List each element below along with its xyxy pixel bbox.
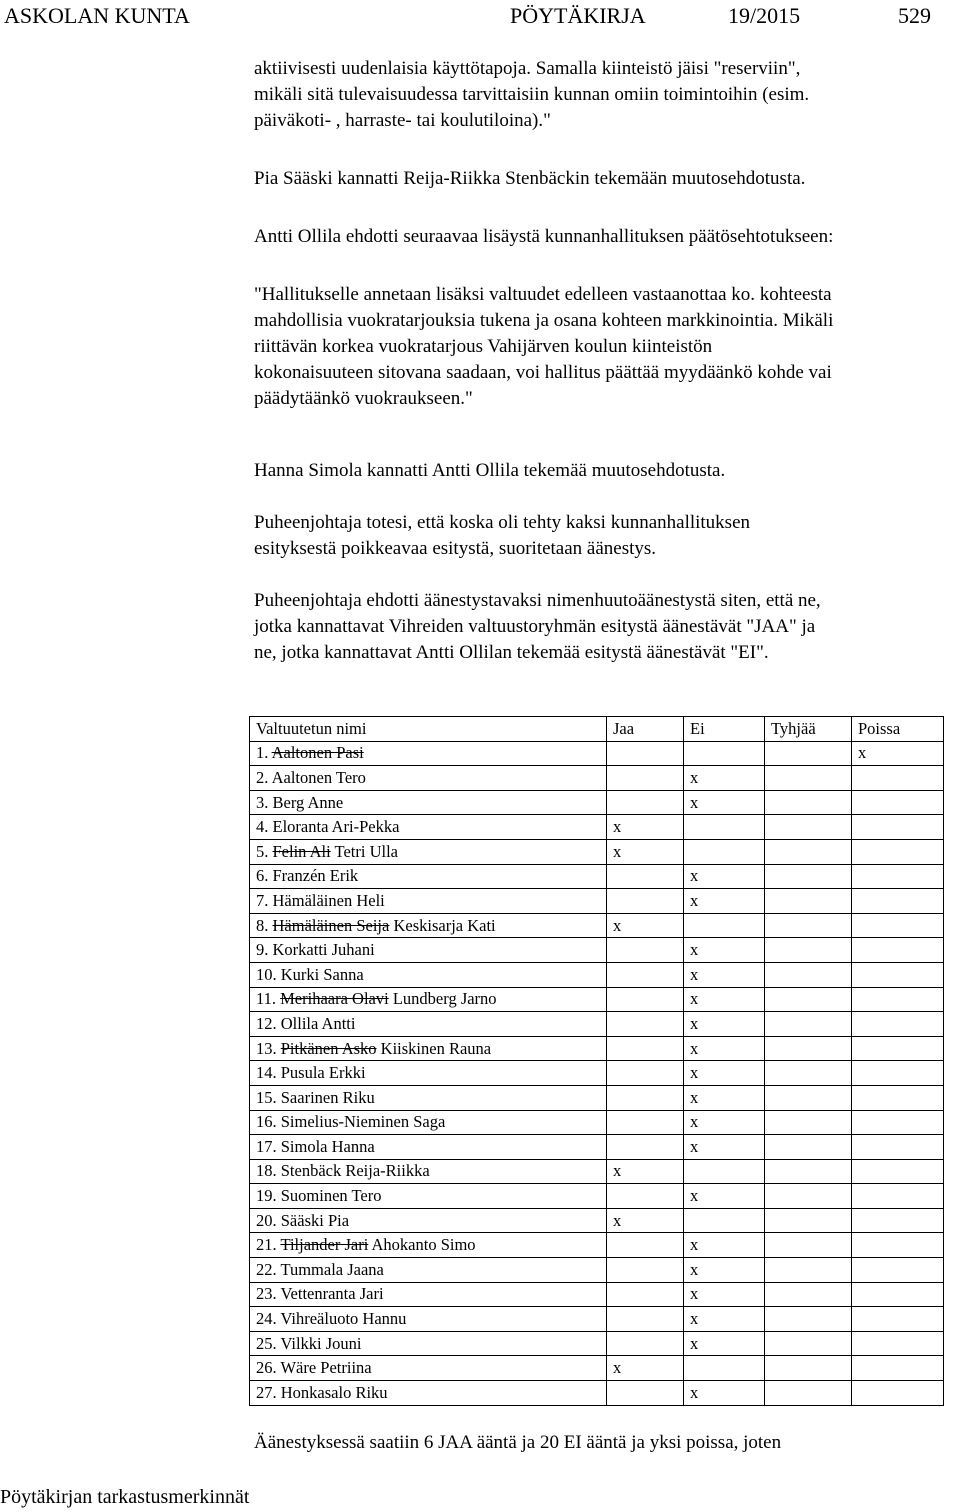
body-line: mikäli sitä tulevaisuudessa tarvittaisiin kunnan omiin toimintoihin (esim. [254, 84, 810, 105]
row-number: 19. [256, 1186, 277, 1206]
councillor-name-cell [250, 1282, 607, 1307]
row-number: 11. [256, 989, 277, 1009]
struck-name: Hämäläinen Seija [272, 915, 390, 935]
table-row [250, 1135, 944, 1160]
vote-ei: x [684, 1012, 765, 1037]
councillor-name-cell [250, 864, 607, 889]
vote-tyhjaa [765, 1184, 852, 1209]
row-number: 14. [256, 1063, 277, 1083]
vote-ei [684, 1208, 765, 1233]
councillor-name-cell [250, 1110, 607, 1135]
vote-summary: Äänestyksessä saatiin 6 JAA ääntä ja 20 EI ääntä ja yksi poissa, joten [254, 1432, 782, 1453]
vote-ei: x [684, 1061, 765, 1086]
row-number: 23. [256, 1284, 277, 1304]
vote-ei: x [684, 864, 765, 889]
table-row [250, 1307, 944, 1332]
vote-poissa [852, 1233, 944, 1258]
councillor-name: Pusula Erkki [280, 1063, 366, 1083]
vote-ei: x [684, 1036, 765, 1061]
vote-poissa [852, 1135, 944, 1160]
vote-tyhjaa [765, 1233, 852, 1258]
councillor-name: Suominen Tero [280, 1186, 382, 1206]
struck-name: Aaltonen Pasi [271, 743, 364, 763]
councillor-name-cell [250, 1085, 607, 1110]
vote-tyhjaa [765, 864, 852, 889]
row-number: 26. [256, 1358, 277, 1378]
row-number: 5. [256, 841, 269, 861]
councillor-name-cell [250, 1258, 607, 1283]
body-line: Pia Sääski kannatti Reija-Riikka Stenbäckin tekemään muutosehdotusta. [254, 168, 806, 189]
vote-poissa [852, 1282, 944, 1307]
vote-poissa [852, 766, 944, 791]
vote-poissa [852, 1356, 944, 1381]
vote-tyhjaa [765, 815, 852, 840]
minutes-body [254, 56, 959, 666]
struck-name: Tiljander Jari [280, 1235, 369, 1255]
vote-tyhjaa [765, 1208, 852, 1233]
vote-ei: x [684, 1184, 765, 1209]
vote-ei: x [684, 790, 765, 815]
councillor-name-cell [250, 1061, 607, 1086]
table-row [250, 1085, 944, 1110]
vote-poissa [852, 864, 944, 889]
councillor-name: Honkasalo Riku [280, 1382, 388, 1402]
row-number: 1. [256, 743, 269, 763]
councillor-name: Simola Hanna [280, 1136, 375, 1156]
vote-jaa [607, 1012, 684, 1037]
vote-jaa [607, 987, 684, 1012]
vote-poissa [852, 889, 944, 914]
vote-jaa: x [607, 815, 684, 840]
councillor-name: Vilkki Jouni [280, 1333, 362, 1353]
vote-tyhjaa [765, 741, 852, 766]
table-row [250, 938, 944, 963]
vote-poissa [852, 1085, 944, 1110]
councillor-name-cell [250, 1159, 607, 1184]
table-row [250, 1208, 944, 1233]
vote-jaa: x [607, 1208, 684, 1233]
vote-jaa [607, 1110, 684, 1135]
body-line: Antti Ollila ehdotti seuraavaa lisäystä kunnanhallituksen päätösehtotukseen: [254, 226, 834, 247]
councillor-name: Aaltonen Tero [271, 767, 366, 787]
councillor-name: Keskisarja Kati [393, 915, 496, 935]
vote-tyhjaa [765, 1381, 852, 1406]
table-row [250, 741, 944, 766]
councillor-name: Wäre Petriina [280, 1358, 372, 1378]
vote-ei: x [684, 1110, 765, 1135]
vote-ei: x [684, 1381, 765, 1406]
row-number: 22. [256, 1259, 277, 1279]
document-number: 19/2015 [728, 3, 801, 28]
vote-poissa [852, 1331, 944, 1356]
header-name: Valtuutetun nimi [250, 717, 607, 742]
councillor-name: Tummala Jaana [280, 1259, 384, 1279]
councillor-name: Ahokanto Simo [371, 1235, 476, 1255]
body-line: ne, jotka kannattavat Antti Ollilan tekemää esitystä äänestävät "EI". [254, 642, 769, 663]
table-row [250, 962, 944, 987]
councillor-name: Berg Anne [272, 792, 344, 812]
vote-jaa [607, 741, 684, 766]
table-row [250, 790, 944, 815]
vote-poissa [852, 962, 944, 987]
councillor-name: Sääski Pia [280, 1210, 350, 1230]
vote-poissa: x [852, 741, 944, 766]
row-number: 21. [256, 1235, 277, 1255]
vote-jaa [607, 1307, 684, 1332]
vote-poissa [852, 1258, 944, 1283]
vote-jaa [607, 1233, 684, 1258]
body-line: Puheenjohtaja ehdotti äänestystavaksi nimenhuutoäänestystä siten, että ne, [254, 590, 821, 611]
vote-jaa [607, 962, 684, 987]
vote-tyhjaa [765, 913, 852, 938]
councillor-name: Franzén Erik [272, 866, 359, 886]
vote-ei [684, 815, 765, 840]
document-type: PÖYTÄKIRJA [510, 3, 646, 28]
vote-tyhjaa [765, 1085, 852, 1110]
vote-poissa [852, 790, 944, 815]
vote-ei [684, 839, 765, 864]
vote-jaa [607, 790, 684, 815]
table-row [250, 839, 944, 864]
vote-poissa [852, 1381, 944, 1406]
councillor-name-cell [250, 1012, 607, 1037]
vote-tyhjaa [765, 1159, 852, 1184]
vote-jaa: x [607, 1159, 684, 1184]
table-row [250, 1233, 944, 1258]
vote-ei [684, 741, 765, 766]
vote-ei: x [684, 1085, 765, 1110]
vote-tyhjaa [765, 1282, 852, 1307]
vote-jaa [607, 1258, 684, 1283]
councillor-name-cell [250, 1356, 607, 1381]
row-number: 4. [256, 817, 269, 837]
vote-jaa [607, 1061, 684, 1086]
vote-tyhjaa [765, 1012, 852, 1037]
body-line: esityksestä poikkeavaa esitystä, suoritetaan äänestys. [254, 538, 657, 559]
vote-poissa [852, 839, 944, 864]
body-line: päädytäänkö vuokraukseen." [254, 388, 473, 409]
vote-tyhjaa [765, 839, 852, 864]
councillor-name-cell [250, 839, 607, 864]
councillor-name-cell [250, 1381, 607, 1406]
table-row [250, 1159, 944, 1184]
vote-tyhjaa [765, 987, 852, 1012]
vote-ei [684, 913, 765, 938]
row-number: 18. [256, 1161, 277, 1181]
vote-table [249, 716, 944, 1406]
vote-ei: x [684, 889, 765, 914]
row-number: 8. [256, 915, 269, 935]
councillor-name: Hämäläinen Heli [272, 890, 385, 910]
councillor-name: Simelius-Nieminen Saga [280, 1112, 446, 1132]
table-row [250, 815, 944, 840]
table-row [250, 1331, 944, 1356]
vote-ei: x [684, 1282, 765, 1307]
body-line: "Hallitukselle annetaan lisäksi valtuudet edelleen vastaanottaa ko. kohteesta [254, 284, 832, 305]
row-number: 13. [256, 1038, 277, 1058]
table-row [250, 1282, 944, 1307]
page-number: 529 [898, 3, 931, 28]
councillor-name: Vihreäluoto Hannu [280, 1309, 407, 1329]
row-number: 27. [256, 1382, 277, 1402]
councillor-name: Kurki Sanna [280, 964, 364, 984]
table-row [250, 1110, 944, 1135]
vote-jaa: x [607, 1356, 684, 1381]
table-row [250, 1258, 944, 1283]
vote-ei: x [684, 1233, 765, 1258]
councillor-name: Ollila Antti [280, 1013, 356, 1033]
councillor-name-cell [250, 790, 607, 815]
vote-jaa [607, 938, 684, 963]
vote-ei: x [684, 1258, 765, 1283]
table-row [250, 766, 944, 791]
vote-ei: x [684, 987, 765, 1012]
councillor-name: Lundberg Jarno [392, 989, 497, 1009]
body-line: jotka kannattavat Vihreiden valtuustoryhmän esitystä äänestävät "JAA" ja [254, 616, 816, 637]
councillor-name-cell [250, 1135, 607, 1160]
vote-tyhjaa [765, 1307, 852, 1332]
councillor-name-cell [250, 1307, 607, 1332]
vote-jaa [607, 1036, 684, 1061]
row-number: 15. [256, 1087, 277, 1107]
vote-jaa [607, 766, 684, 791]
vote-ei: x [684, 1135, 765, 1160]
vote-jaa: x [607, 913, 684, 938]
vote-ei: x [684, 1307, 765, 1332]
row-number: 3. [256, 792, 269, 812]
councillor-name-cell [250, 987, 607, 1012]
councillor-name: Saarinen Riku [280, 1087, 375, 1107]
councillor-name: Kiiskinen Rauna [380, 1038, 492, 1058]
vote-poissa [852, 913, 944, 938]
vote-poissa [852, 1110, 944, 1135]
table-row [250, 1036, 944, 1061]
vote-poissa [852, 1208, 944, 1233]
header-poissa: Poissa [852, 717, 944, 742]
vote-poissa [852, 1307, 944, 1332]
vote-poissa [852, 1036, 944, 1061]
councillor-name-cell [250, 913, 607, 938]
vote-poissa [852, 987, 944, 1012]
row-number: 25. [256, 1333, 277, 1353]
organization-name: ASKOLAN KUNTA [4, 3, 190, 28]
councillor-name-cell [250, 766, 607, 791]
row-number: 20. [256, 1210, 277, 1230]
vote-tyhjaa [765, 1061, 852, 1086]
vote-jaa [607, 889, 684, 914]
councillor-name-cell [250, 889, 607, 914]
vote-jaa [607, 1135, 684, 1160]
vote-ei [684, 1356, 765, 1381]
vote-tyhjaa [765, 962, 852, 987]
vote-jaa [607, 864, 684, 889]
row-number: 9. [256, 940, 269, 960]
body-line: Puheenjohtaja totesi, että koska oli tehty kaksi kunnanhallituksen [254, 512, 751, 533]
table-row [250, 1184, 944, 1209]
row-number: 12. [256, 1013, 277, 1033]
councillor-name-cell [250, 815, 607, 840]
vote-ei: x [684, 938, 765, 963]
vote-jaa [607, 1282, 684, 1307]
vote-poissa [852, 1184, 944, 1209]
vote-table-header [250, 717, 944, 742]
row-number: 6. [256, 866, 269, 886]
row-number: 17. [256, 1136, 277, 1156]
header-tyhjaa: Tyhjää [765, 717, 852, 742]
councillor-name-cell [250, 1208, 607, 1233]
vote-jaa [607, 1184, 684, 1209]
vote-tyhjaa [765, 1110, 852, 1135]
councillor-name-cell [250, 1184, 607, 1209]
vote-poissa [852, 1012, 944, 1037]
vote-poissa [852, 938, 944, 963]
councillor-name-cell [250, 1233, 607, 1258]
struck-name: Merihaara Olavi [280, 989, 389, 1009]
table-row [250, 987, 944, 1012]
row-number: 7. [256, 890, 269, 910]
row-number: 2. [256, 767, 269, 787]
body-line: Hanna Simola kannatti Antti Ollila tekemää muutosehdotusta. [254, 460, 726, 481]
vote-jaa: x [607, 839, 684, 864]
header-jaa: Jaa [607, 717, 684, 742]
vote-ei [684, 1159, 765, 1184]
body-line: kokonaisuuteen sitovana saadaan, voi hallitus päättää myydäänkö kohde vai [254, 362, 832, 383]
table-row [250, 864, 944, 889]
vote-tyhjaa [765, 1258, 852, 1283]
vote-tyhjaa [765, 1036, 852, 1061]
councillor-name-cell [250, 1036, 607, 1061]
vote-tyhjaa [765, 790, 852, 815]
councillor-name: Eloranta Ari-Pekka [272, 817, 400, 837]
body-line: mahdollisia vuokratarjouksia tukena ja osana kohteen markkinointia. Mikäli [254, 310, 834, 331]
councillor-name-cell [250, 938, 607, 963]
vote-ei: x [684, 1331, 765, 1356]
councillor-name: Korkatti Juhani [272, 940, 375, 960]
header-ei: Ei [684, 717, 765, 742]
row-number: 16. [256, 1112, 277, 1132]
struck-name: Pitkänen Asko [280, 1038, 377, 1058]
table-row [250, 1381, 944, 1406]
page-header [0, 0, 960, 32]
vote-tyhjaa [765, 766, 852, 791]
councillor-name: Tetri Ulla [334, 841, 398, 861]
councillor-name-cell [250, 1331, 607, 1356]
vote-tyhjaa [765, 1356, 852, 1381]
councillor-name-cell [250, 962, 607, 987]
body-line: riittävän korkea vuokratarjous Vahijärven koulun kiinteistön [254, 336, 713, 357]
vote-poissa [852, 1061, 944, 1086]
struck-name: Felin Ali [272, 841, 331, 861]
table-row [250, 1061, 944, 1086]
vote-jaa [607, 1085, 684, 1110]
councillor-name: Vettenranta Jari [280, 1284, 384, 1304]
councillor-name-cell [250, 741, 607, 766]
councillor-name: Stenbäck Reija-Riikka [280, 1161, 430, 1181]
vote-poissa [852, 1159, 944, 1184]
vote-tyhjaa [765, 938, 852, 963]
table-row [250, 913, 944, 938]
vote-tyhjaa [765, 889, 852, 914]
vote-jaa [607, 1381, 684, 1406]
table-row [250, 889, 944, 914]
vote-tyhjaa [765, 1331, 852, 1356]
row-number: 24. [256, 1309, 277, 1329]
row-number: 10. [256, 964, 277, 984]
vote-tyhjaa [765, 1135, 852, 1160]
vote-ei: x [684, 962, 765, 987]
table-row [250, 1012, 944, 1037]
table-row [250, 1356, 944, 1381]
page-footer: Pöytäkirjan tarkastusmerkinnät [0, 1486, 250, 1508]
vote-poissa [852, 815, 944, 840]
body-line: päiväkoti- , harraste- tai koulutiloina)." [254, 110, 551, 131]
body-line: aktiivisesti uudenlaisia käyttötapoja. Samalla kiinteistö jäisi "reserviin", [254, 58, 801, 79]
vote-ei: x [684, 766, 765, 791]
vote-jaa [607, 1331, 684, 1356]
